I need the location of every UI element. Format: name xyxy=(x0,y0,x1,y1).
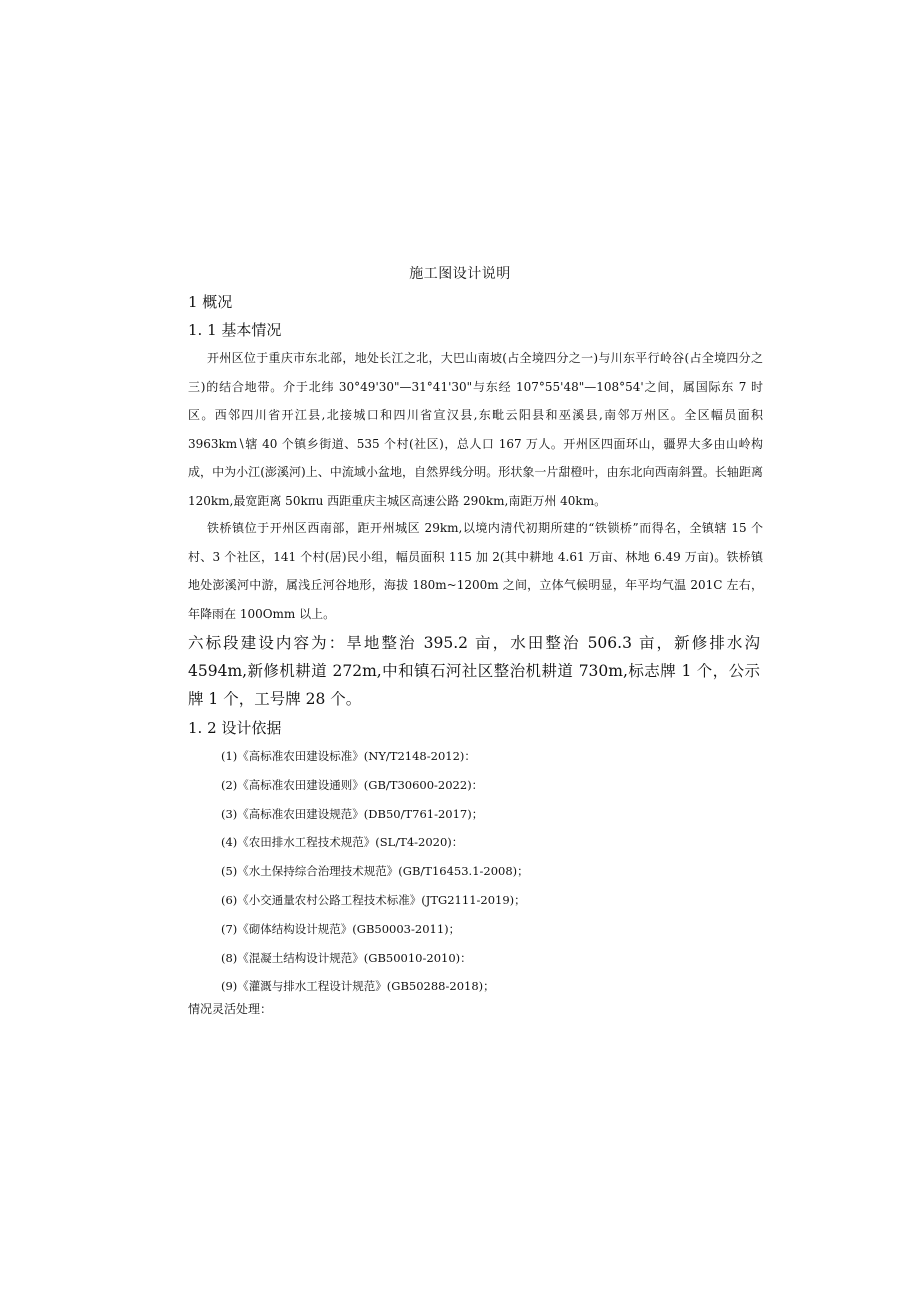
section-heading-1: 1 概况 xyxy=(188,293,233,311)
reference-item: (2)《高标准农田建设通则》(GB/T30600-2022)： xyxy=(221,777,484,792)
reference-item: (1)《高标准农田建设标准》(NY/T2148-2012)： xyxy=(221,749,476,763)
reference-item: (4)《农田排水工程技术规范》(SL/T4-2020)： xyxy=(221,835,464,850)
document-title: 施工图设计说明 xyxy=(409,266,511,282)
reference-item: (3)《高标准农田建设规范》(DB50/T761-2017)； xyxy=(221,806,484,821)
reference-item: (5)《水土保持综合治理技术规范》(GB/T16453.1-2008)； xyxy=(221,864,529,879)
reference-item: (9)《灌溉与排水工程设计规范》(GB50288-2018)； xyxy=(221,979,495,994)
trailing-text: 情况灵活处理： xyxy=(188,1002,273,1016)
paragraph-tieqiao-town: 铁桥镇位于开州区西南部，距开州城区 29km,以境内清代初期所建的“铁锁桥”而得名，全镇辖 15 个村、3 个社区，141 个村(居)民小组，幅员面积 115 加 2(其中耕地 4.61 万亩、林地 6.49 万亩)。铁桥镇地处澎溪河中游，属浅丘河谷地形，海拔 180m~1200m 之间，立体气候明显，年平均气温 201C 左右，年降雨在 100Omm 以上。 xyxy=(188,521,763,621)
reference-item: (8)《混凝土结构设计规范》(GB50010-2010)： xyxy=(221,950,472,965)
paragraph-construction-content: 六标段建设内容为：旱地整治 395.2 亩，水田整治 506.3 亩，新修排水沟 4594m,新修机耕道 272m,中和镇石河社区整治机耕道 730m,标志牌 1 个，公示牌 1 个，工号牌 28 个。 xyxy=(188,634,760,708)
reference-item: (6)《小交通量农村公路工程技术标准》(JTG2111-2019)； xyxy=(221,892,526,907)
reference-list xyxy=(221,742,529,1001)
paragraph-kaizhou-overview: 开州区位于重庆市东北部，地处长江之北，大巴山南坡(占全境四分之一)与川东平行岭谷(占全境四分之三)的结合地带。介于北纬 30°49'30"—31°41'30"与东经 107°55'48"—108°54'之间，属国际东 7 时区。西邻四川省开江县,北接城口和四川省宣汉县,东毗云阳县和巫溪县,南邻万州区。全区幅员面积 3963km∖辖 40 个镇乡街道、535 个村(社区)，总人口 167 万人。开州区四面环山，疆界大多由山岭构成，中为小江(澎溪河)上、中流域小盆地，自然界线分明。形状象一片甜橙叶，由东北向西南斜置。长轴距离 120km,最宽距离 50kπu 西距重庆主城区高速公路 290km,南距万州 40km。 xyxy=(188,351,763,508)
reference-item: (7)《砌体结构设计规范》(GB50003-2011)； xyxy=(221,921,461,936)
section-heading-1-2: 1. 2 设计依据 xyxy=(188,719,282,737)
section-heading-1-1: 1. 1 基本情况 xyxy=(188,321,282,339)
